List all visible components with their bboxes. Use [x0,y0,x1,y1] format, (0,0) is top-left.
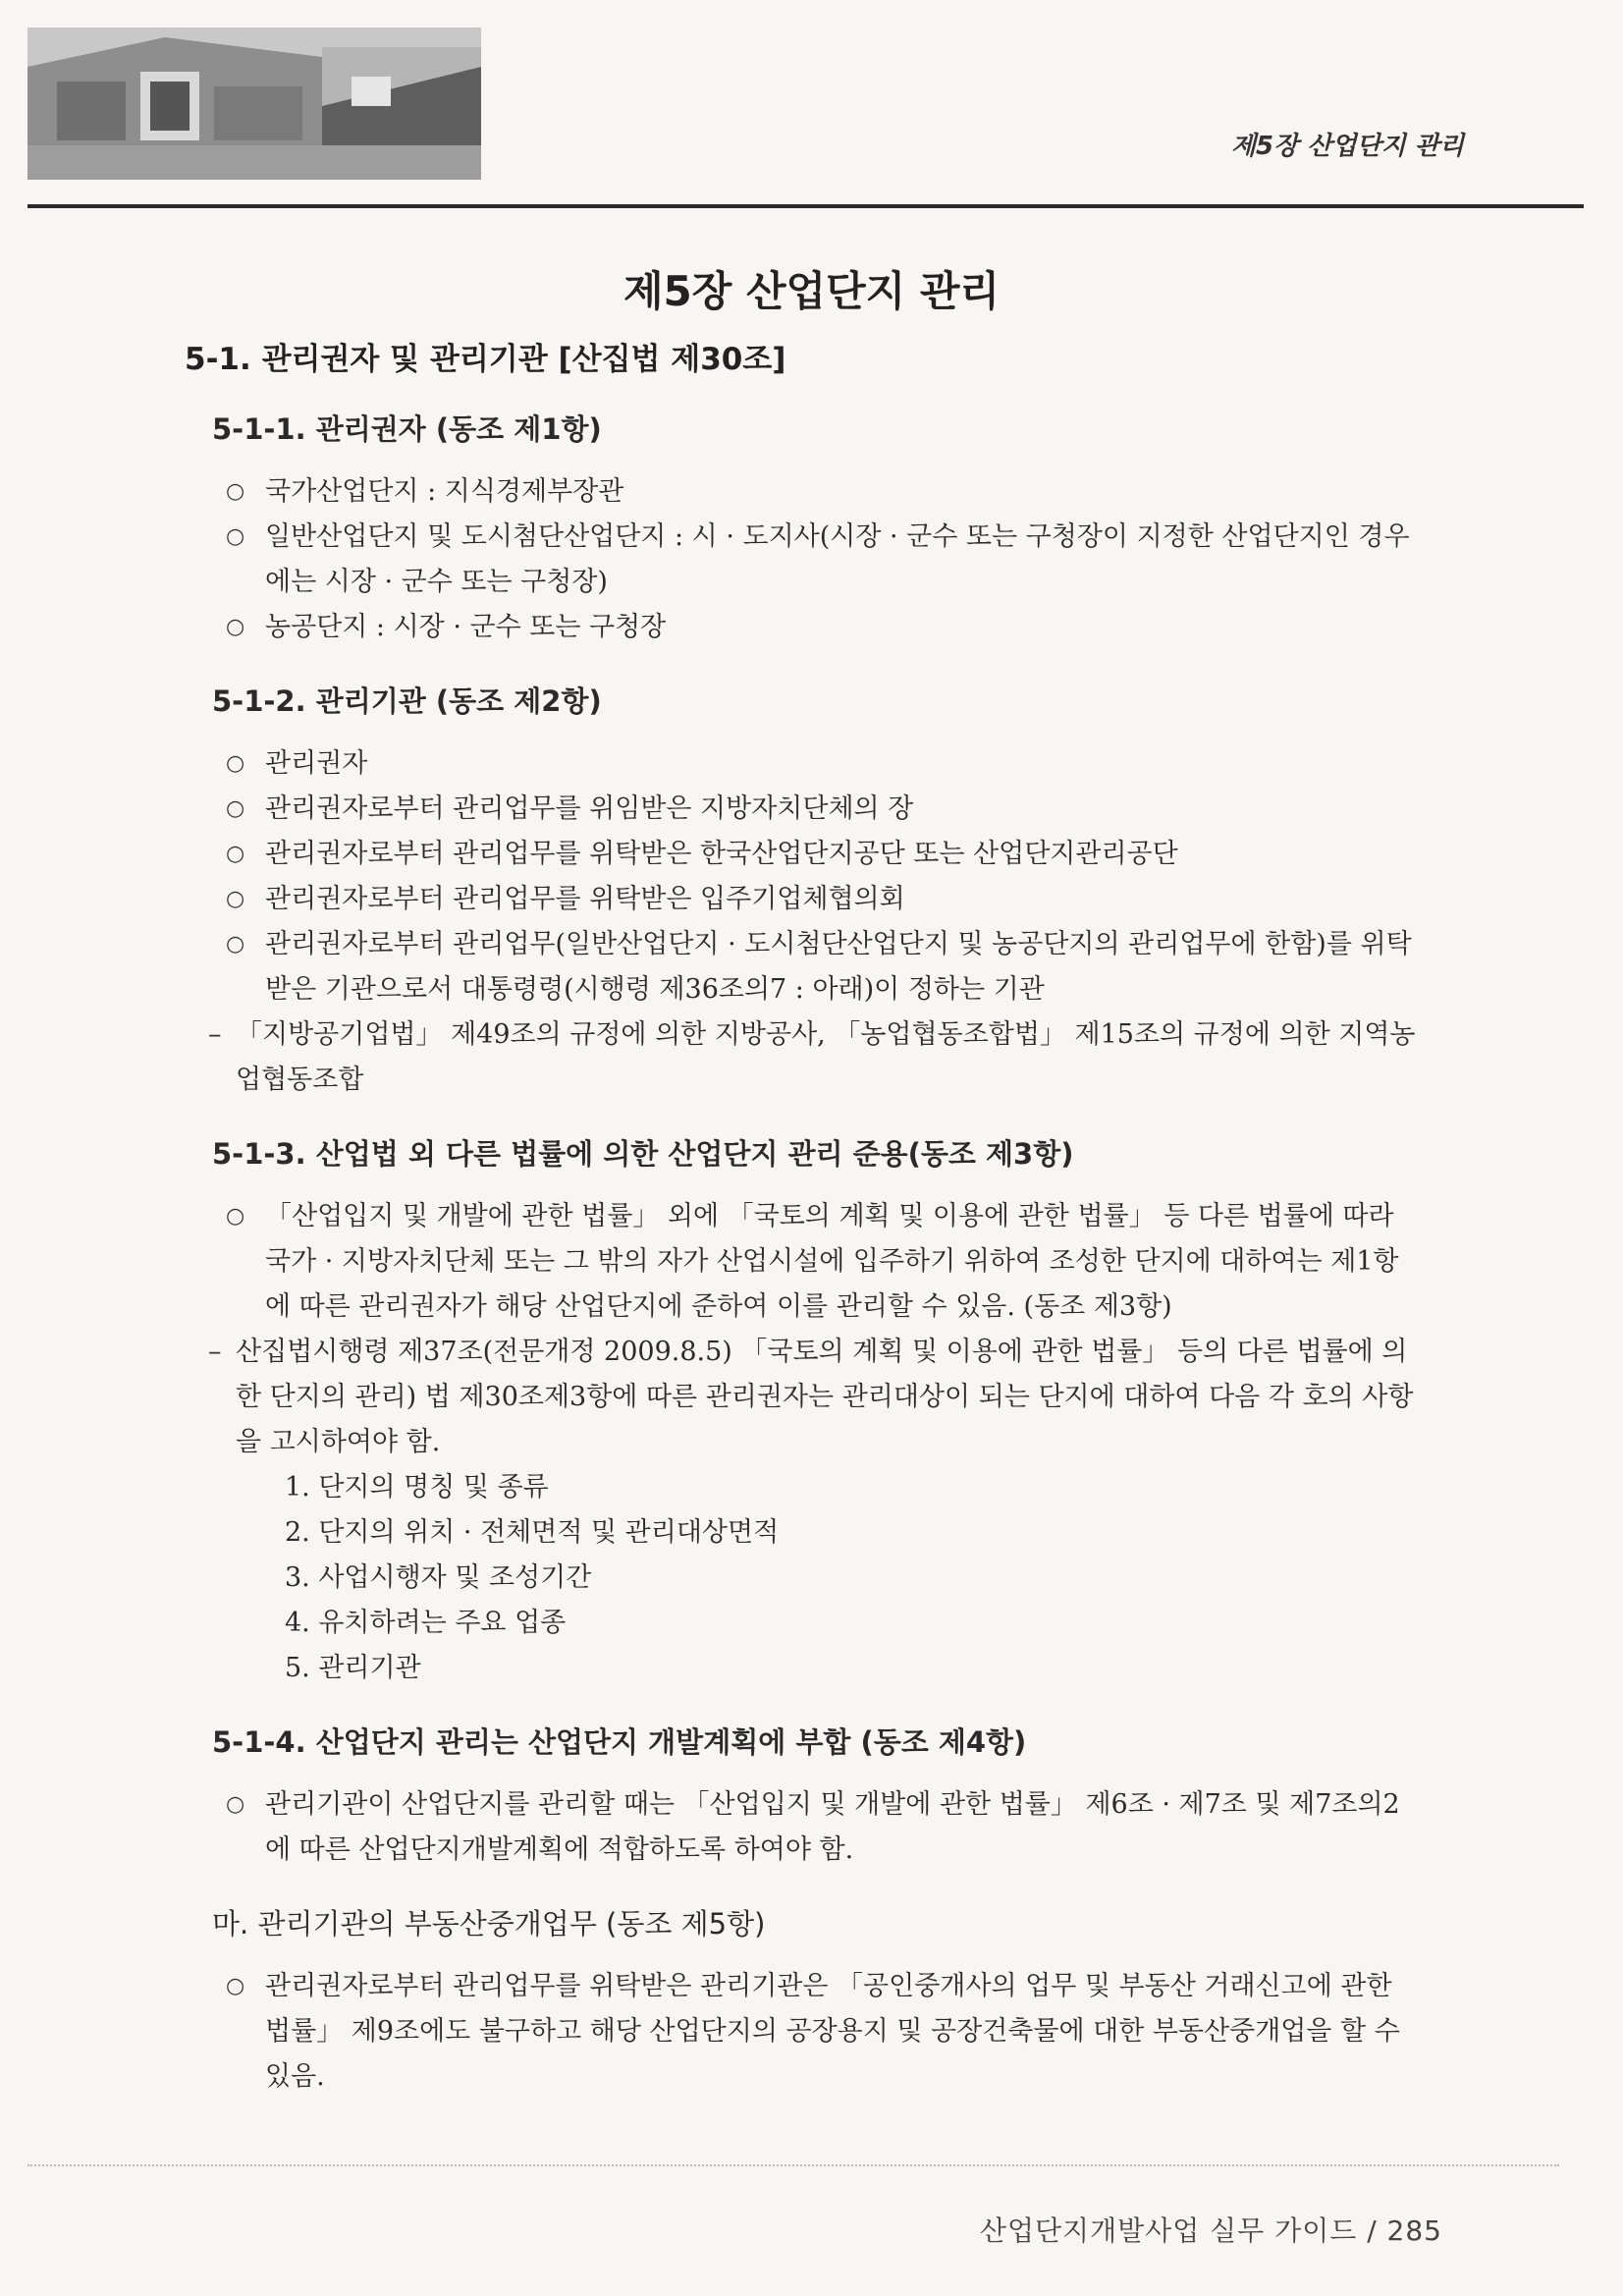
chapter-tag: 제5장 산업단지 관리 [1230,132,1464,161]
list-1 [177,469,1424,650]
subsection-heading-1: 5-1-1. 관리권자 (동조 제1항) [212,412,602,446]
list-item: ○ 「산업입지 및 개발에 관한 법률」 외에 「국토의 계획 및 이용에 관한 법률」 등 다른 법률에 따라 국가 · 지방자치단체 또는 그 밖의 자가 산업시설에 입주하기 위하여 조성한 단지에 대하여는 제1항에 따른 관리권자가 해당 산업단지에 준하여 이를 관리할 수 있음. (동조 제3항) [226,1194,1424,1330]
list-item: ○ 일반산업단지 및 도시첨단산업단지 : 시 · 도지사(시장 · 군수 또는 구청장이 지정한 산업단지인 경우에는 시장 · 군수 또는 구청장) [226,515,1424,605]
numbered-item: 4. 유치하려는 주요 업종 [285,1608,567,1638]
header-rule [27,204,1584,208]
numbered-item: 3. 사업시행자 및 조성기간 [285,1562,592,1593]
list-item: ○ 관리권자 [226,741,1424,787]
list-3 [177,1194,1424,1465]
subsection-heading-3: 5-1-3. 산업법 외 다른 법률에 의한 산업단지 관리 준용(동조 제3항) [212,1137,1074,1171]
page-footer: 산업단지개발사업 실무 가이드 / 285 [979,2214,1442,2247]
subsection-heading-2: 5-1-2. 관리기관 (동조 제2항) [212,684,602,718]
numbered-item: 2. 단지의 위치 · 전체면적 및 관리대상면적 [285,1517,780,1548]
list-2 [177,741,1424,1103]
header-building-image [27,27,481,180]
footer-rule [27,2164,1559,2166]
list-item: ○ 관리권자로부터 관리업무를 위임받은 지방자치단체의 장 [226,787,1424,832]
list-5 [177,1964,1424,2100]
numbered-list [177,1465,1424,1691]
document-body [177,334,1424,2129]
subsection-heading-5: 마. 관리기관의 부동산중개업무 (동조 제5항) [212,1907,766,1941]
list-item: ○ 관리권자로부터 관리업무를 위탁받은 관리기관은 「공인중개사의 업무 및 부동산 거래신고에 관한 법률」 제9조에도 불구하고 해당 산업단지의 공장용지 및 공장건축물에 대한 부동산중개업을 할 수 있음. [226,1964,1424,2100]
page-title: 제5장 산업단지 관리 [622,267,1001,315]
dash-item: – 「지방공기업법」 제49조의 규정에 의한 지방공사, 「농업협동조합법」 제15조의 규정에 의한 지역농업협동조합 [208,1012,1424,1103]
list-item: ○ 관리기관이 산업단지를 관리할 때는 「산업입지 및 개발에 관한 법률」 제6조 · 제7조 및 제7조의2에 따른 산업단지개발계획에 적합하도록 하여야 함. [226,1782,1424,1873]
section-heading: 5-1. 관리권자 및 관리기관 [산집법 제30조] [185,342,786,377]
dash-item: – 산집법시행령 제37조(전문개정 2009.8.5) 「국토의 계획 및 이용에 관한 법률」 등의 다른 법률에 의한 단지의 관리) 법 제30조제3항에 따른 관리권자는 관리대상이 되는 단지에 대하여 다음 각 호의 사항을 고시하여야 함. [208,1330,1424,1465]
list-item: ○ 국가산업단지 : 지식경제부장관 [226,469,1424,515]
list-4 [177,1782,1424,1873]
list-item: ○ 농공단지 : 시장 · 군수 또는 구청장 [226,605,1424,650]
numbered-item: 5. 관리기관 [285,1653,421,1683]
numbered-item: 1. 단지의 명칭 및 종류 [285,1472,549,1503]
subsection-heading-4: 5-1-4. 산업단지 관리는 산업단지 개발계획에 부합 (동조 제4항) [212,1725,1027,1759]
list-item: ○ 관리권자로부터 관리업무를 위탁받은 입주기업체협의회 [226,877,1424,922]
list-item: ○ 관리권자로부터 관리업무(일반산업단지 · 도시첨단산업단지 및 농공단지의 관리업무에 한함)를 위탁받은 기관으로서 대통령령(시행령 제36조의7 : 아래)이 정하는 기관 [226,922,1424,1012]
list-item: ○ 관리권자로부터 관리업무를 위탁받은 한국산업단지공단 또는 산업단지관리공단 [226,832,1424,877]
